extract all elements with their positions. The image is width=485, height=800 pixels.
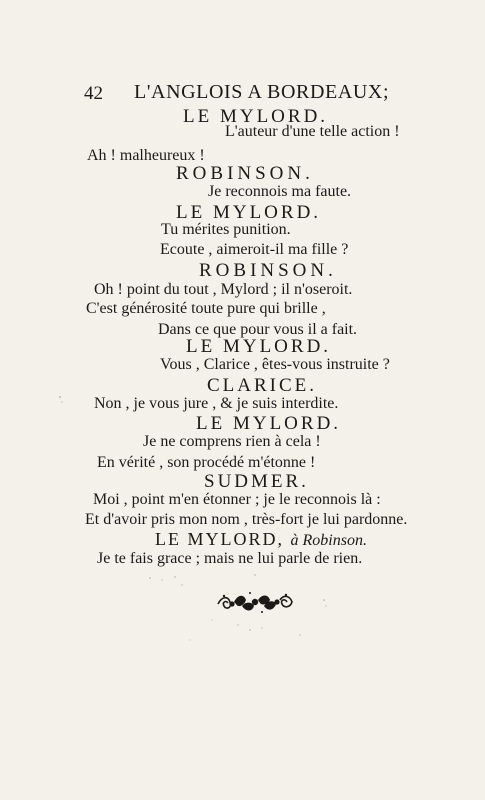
verse-line: Dans ce que pour vous il a fait. <box>158 321 358 338</box>
stage-direction: à Robinson. <box>290 532 367 549</box>
speaker-heading: LE MYLORD. <box>186 336 332 357</box>
verse-line: Moi , point m'en étonner ; je le reconnois là : <box>93 491 381 508</box>
verse-line: Oh ! point du tout , Mylord ; il n'oseroit. <box>94 281 353 298</box>
verse-line: Je reconnois ma faute. <box>208 183 352 200</box>
verse-line: Vous , Clarice , êtes-vous instruite ? <box>160 356 390 373</box>
speaker-heading: ROBINSON. <box>176 163 314 184</box>
floral-ornament-icon <box>214 588 296 616</box>
verse-line: Non , je vous jure , & je suis interdite. <box>94 395 339 412</box>
stage-heading <box>155 530 367 549</box>
verse-line: Je te fais grace ; mais ne lui parle de rien. <box>97 550 363 567</box>
running-title: L'ANGLOIS A BORDEAUX; <box>134 81 390 103</box>
verse-line: C'est générosité toute pure qui brille , <box>86 300 326 317</box>
speaker-heading: LE MYLORD. <box>183 106 329 127</box>
speaker-heading: SUDMER. <box>204 471 309 492</box>
speaker-heading: LE MYLORD. <box>176 202 322 223</box>
speaker-heading: LE MYLORD. <box>196 413 342 434</box>
stage-speaker: LE MYLORD, <box>155 529 284 549</box>
verse-line: Tu mérites punition. <box>161 221 291 238</box>
verse-line: En vérité , son procédé m'étonne ! <box>97 454 316 471</box>
speaker-heading: ROBINSON. <box>199 260 337 281</box>
verse-line: Ecoute , aimeroit-il ma fille ? <box>160 241 349 258</box>
verse-line: Ah ! malheureux ! <box>87 147 205 164</box>
verse-line: L'auteur d'une telle action ! <box>225 123 400 140</box>
verse-line: Et d'avoir pris mon nom , très-fort je lui pardonne. <box>85 511 408 528</box>
page-number: 42 <box>84 83 103 104</box>
speaker-heading: CLARICE. <box>207 375 318 396</box>
verse-line: Je ne comprens rien à cela ! <box>143 433 321 450</box>
